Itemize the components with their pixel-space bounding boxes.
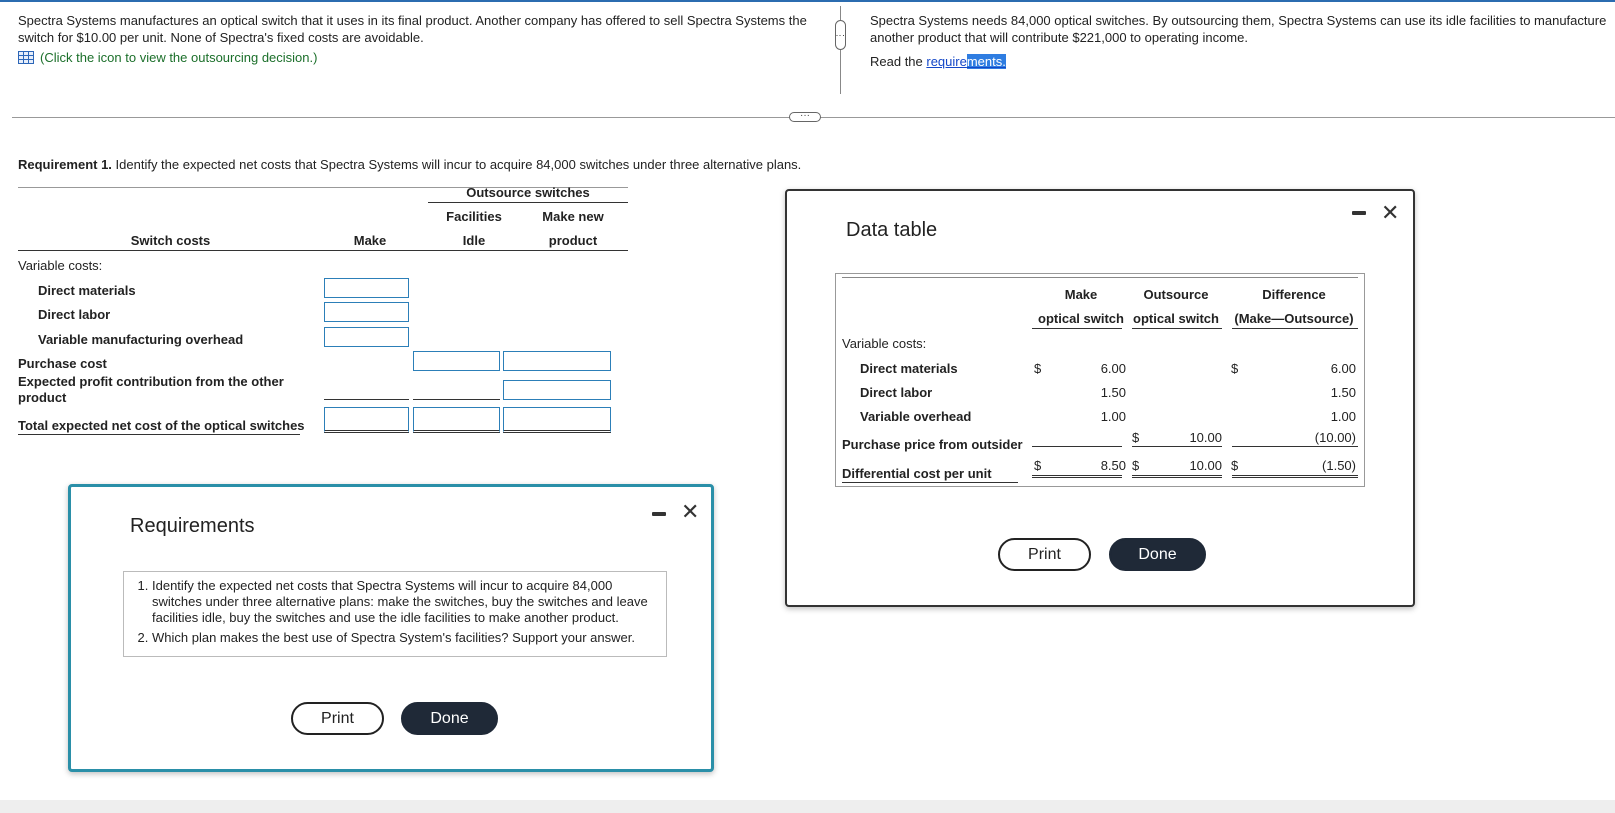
requirements-done-button[interactable]: Done: [401, 702, 498, 735]
requirements-print-button[interactable]: Print: [291, 702, 384, 735]
row-expected-profit: Expected profit contribution from the other product: [18, 374, 284, 405]
read-requirements-line: Read the requirements.: [870, 54, 1006, 69]
direct-materials-make-input[interactable]: [324, 278, 409, 298]
minimize-icon[interactable]: [652, 512, 666, 516]
outsource-group-header: Outsource switches: [466, 185, 590, 200]
col-make-new-line2: product: [548, 233, 598, 248]
bottom-status-strip: [0, 800, 1615, 813]
total-idle-input[interactable]: [413, 407, 500, 433]
outsourcing-decision-link[interactable]: [18, 49, 818, 66]
col-facilities-line2: Idle: [462, 233, 486, 248]
horizontal-splitter-handle[interactable]: ···: [789, 112, 821, 122]
col-make: Make: [353, 233, 387, 248]
col-switch-costs: Switch costs: [130, 233, 211, 248]
outsourcing-link-label[interactable]: (Click the icon to view the outsourcing decision.): [40, 50, 318, 65]
data-table-modal-title: Data table: [846, 219, 938, 241]
requirement-1-prompt: Requirement 1. Identify the expected net costs that Spectra Systems will incur to acquire 84,000 switches under three alternative plans.: [18, 157, 802, 172]
purchase-cost-idle-input[interactable]: [413, 351, 500, 371]
requirements-modal: [68, 484, 714, 772]
data-table: Make Outsource Difference optical switch optical switch (Make—Outsource) Variable costs: Direct materials $ 6.00 $ 6.00 Direct labor 1.50 1.50 Variable overhead 1.00 1.00 Purchase price from outsider $ 10.00 (10.00) Differential cost per unit $ 8.50 $ 10.00 $ (1.50): [835, 273, 1365, 487]
row-direct-labor: Direct labor: [38, 307, 111, 322]
total-make-input[interactable]: [324, 407, 409, 433]
expected-profit-new-product-input[interactable]: [503, 380, 611, 400]
question-right-text: Spectra Systems needs 84,000 optical switches. By outsourcing them, Spectra Systems can use its idle facilities to manufacture another product that will contribute $221,000 to operating income.: [870, 13, 1607, 45]
requirements-list: [123, 571, 667, 657]
purchase-cost-new-product-input[interactable]: [503, 351, 611, 371]
data-table-modal: [785, 189, 1415, 607]
requirement-item-2: 2. Which plan makes the best use of Spectra System's facilities? Support your answer.: [152, 630, 658, 646]
requirements-modal-title: Requirements: [130, 515, 255, 537]
data-table-done-button[interactable]: Done: [1109, 538, 1206, 571]
requirement-item-1: 1. Identify the expected net costs that Spectra Systems will incur to acquire 84,000 switches under three alternative plans: make the switches, buy the switches and leave facilities idle, buy the switches and use the idle facilities to make another product.: [152, 578, 658, 626]
requirements-link[interactable]: requirements.: [926, 54, 1006, 69]
total-new-product-input[interactable]: [503, 407, 611, 433]
question-right-pane: [870, 12, 1610, 70]
close-icon[interactable]: ✕: [681, 499, 700, 524]
data-table-print-button[interactable]: Print: [998, 538, 1091, 571]
row-variable-costs: Variable costs:: [18, 258, 103, 273]
row-direct-materials: Direct materials: [38, 283, 136, 298]
col-facilities-line1: Facilities: [446, 209, 502, 224]
row-total-net-cost: Total expected net cost of the optical switches: [18, 418, 305, 433]
vertical-splitter-handle[interactable]: ⋮: [835, 20, 846, 50]
row-purchase-cost: Purchase cost: [18, 356, 107, 371]
row-variable-moh: Variable manufacturing overhead: [38, 332, 244, 347]
direct-labor-make-input[interactable]: [324, 302, 409, 322]
question-left-pane: [18, 12, 818, 66]
close-icon[interactable]: ✕: [1381, 200, 1400, 225]
col-make-new-line1: Make new: [542, 209, 604, 224]
table-grid-icon[interactable]: [18, 51, 34, 64]
variable-moh-make-input[interactable]: [324, 327, 409, 347]
question-intro-text: Spectra Systems manufactures an optical switch that it uses in its final product. Another company has offered to sell Spectra Systems the switch for $10.00 per unit. None of Spectra's fixed costs are avoidable.: [18, 13, 807, 45]
minimize-icon[interactable]: [1352, 211, 1366, 215]
top-accent-bar: [0, 0, 1615, 2]
